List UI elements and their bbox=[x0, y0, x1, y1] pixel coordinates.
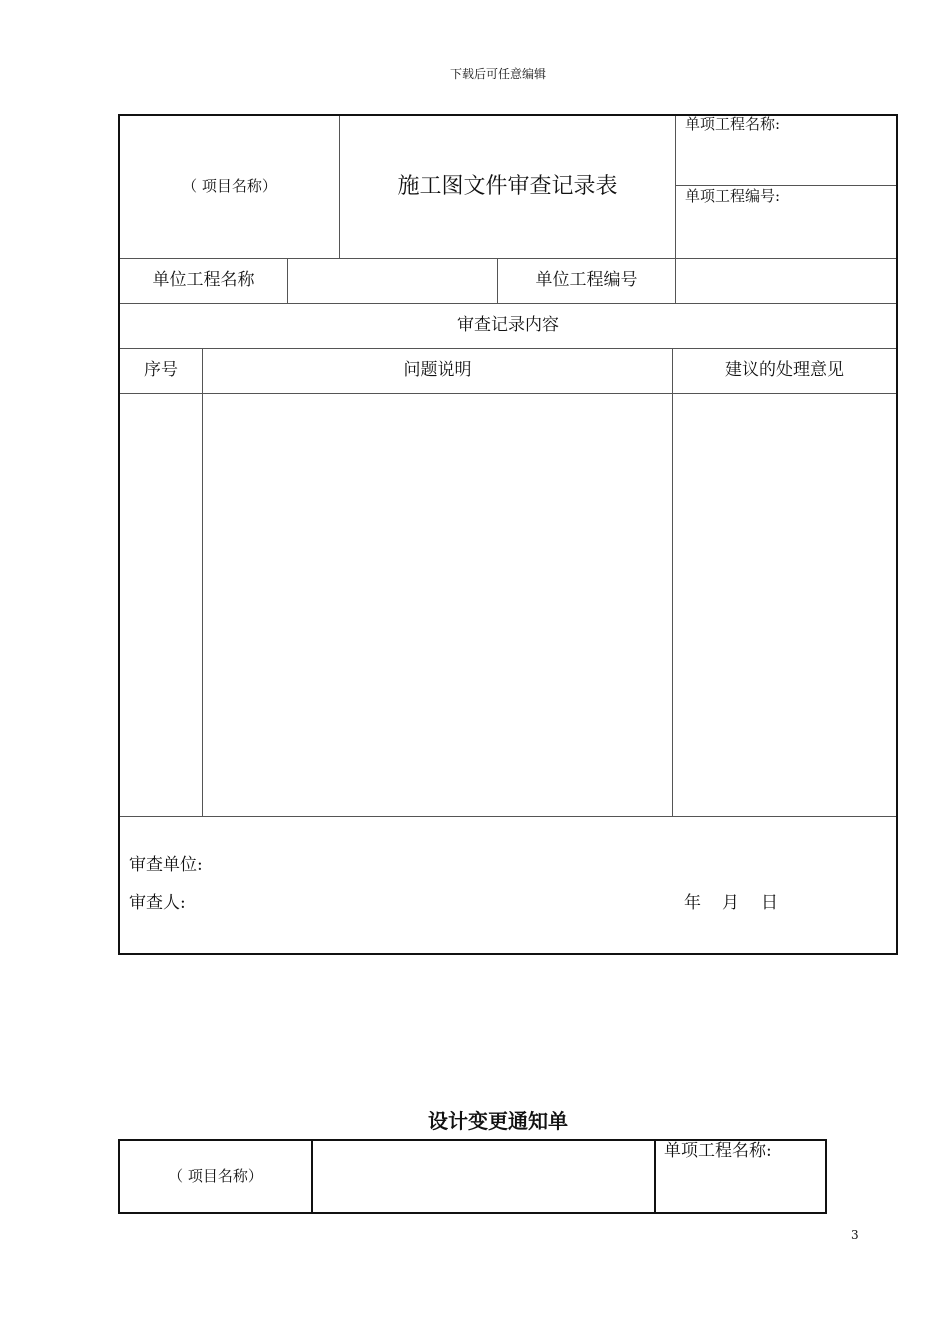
project-name-cell: （ 项目名称） bbox=[182, 177, 277, 195]
col-header-issue: 问题说明 bbox=[403, 360, 472, 380]
suggestion-cell[interactable] bbox=[673, 394, 896, 816]
page-number: 3 bbox=[851, 1228, 859, 1242]
col-header-suggestion: 建议的处理意见 bbox=[725, 360, 844, 380]
single-item-no-label: 单项工程编号: bbox=[685, 187, 781, 205]
seq-cell[interactable] bbox=[120, 394, 202, 816]
form2-project-name: （ 项目名称） bbox=[168, 1167, 263, 1185]
section-title: 审查记录内容 bbox=[457, 315, 559, 335]
col-header-seq: 序号 bbox=[144, 360, 178, 380]
issue-cell[interactable] bbox=[203, 394, 672, 816]
form2-single-item-name-label: 单项工程名称: bbox=[664, 1141, 772, 1161]
form2-title: 设计变更通知单 bbox=[428, 1109, 568, 1133]
unit-name-field[interactable] bbox=[288, 259, 497, 303]
reviewer-label: 审查人: bbox=[129, 893, 186, 913]
single-item-name-label: 单项工程名称: bbox=[685, 115, 781, 133]
form-title: 施工图文件审查记录表 bbox=[397, 174, 618, 199]
date-day: 日 bbox=[761, 893, 778, 913]
unit-name-label: 单位工程名称 bbox=[152, 270, 255, 290]
date-month: 月 bbox=[722, 893, 739, 913]
form2-middle-cell[interactable] bbox=[313, 1141, 654, 1212]
date-year: 年 bbox=[684, 893, 701, 913]
header-note: 下载后可任意编辑 bbox=[449, 67, 546, 81]
unit-no-field[interactable] bbox=[676, 259, 896, 303]
unit-no-label: 单位工程编号 bbox=[535, 270, 638, 290]
review-unit-label: 审查单位: bbox=[129, 855, 203, 875]
